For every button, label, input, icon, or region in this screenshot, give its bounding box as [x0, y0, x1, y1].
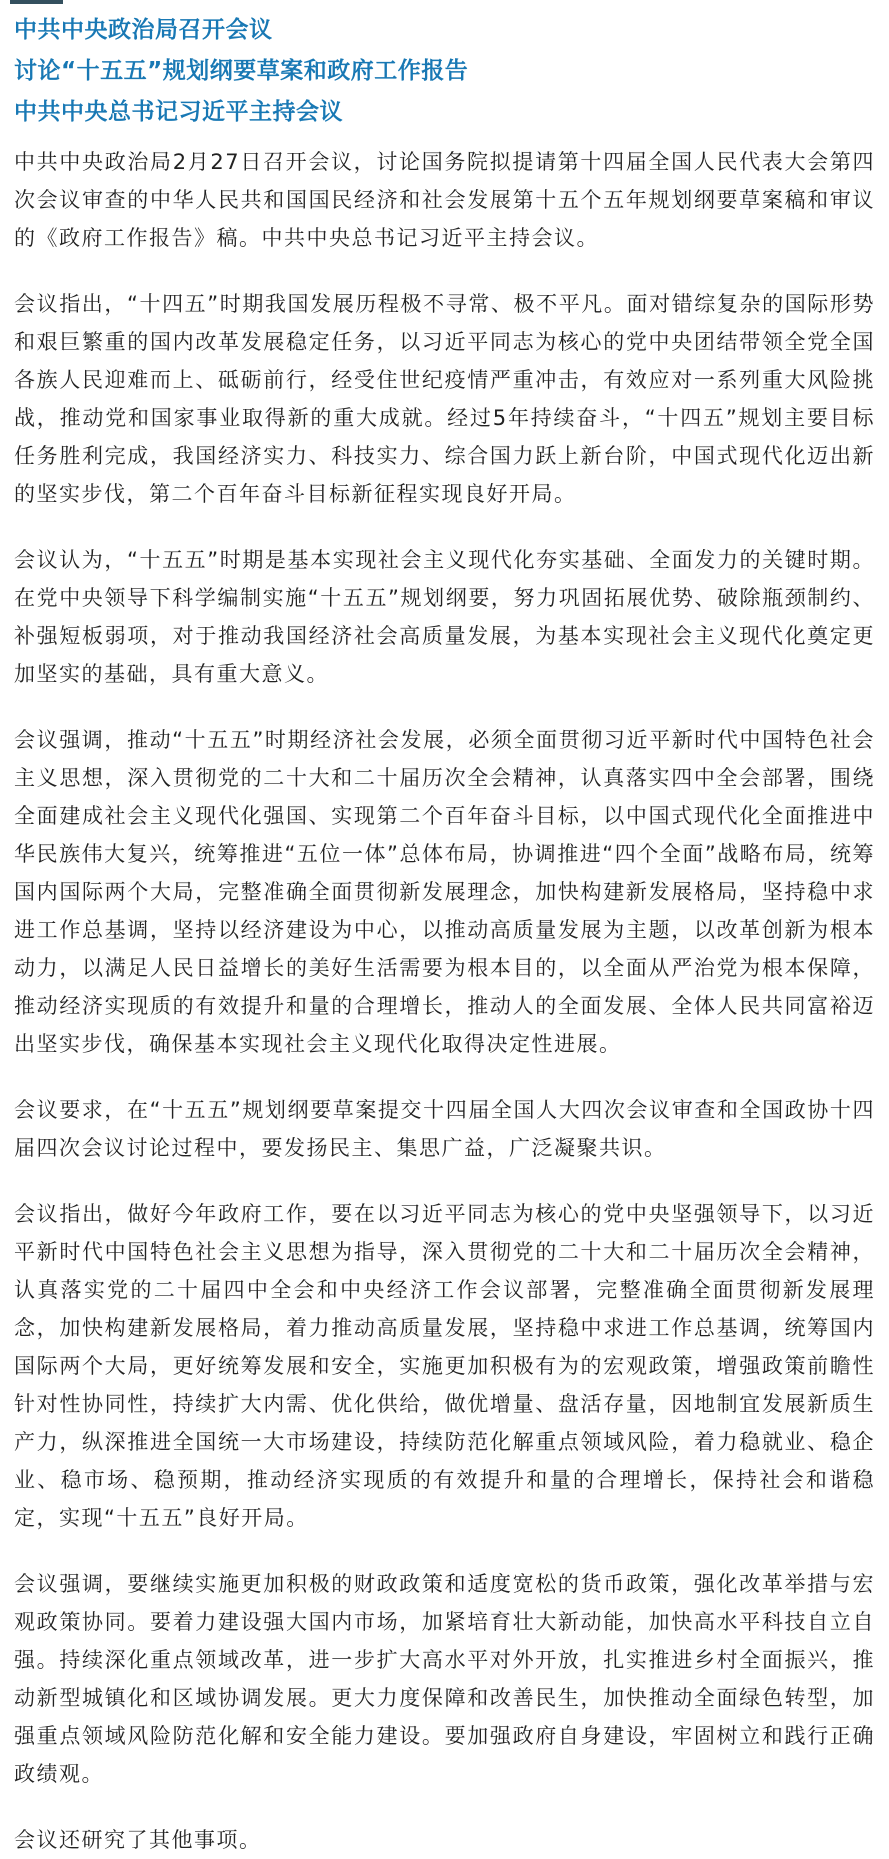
- article-paragraph: 会议强调，推动“十五五”时期经济社会发展，必须全面贯彻习近平新时代中国特色社会主义思想，深入贯彻党的二十大和二十届历次全会精神，认真落实四中全会部署，围绕全面建成社会主义现代化强国、实现第二个百年奋斗目标，以中国式现代化全面推进中华民族伟大复兴，统筹推进“五位一体”总体布局，协调推进“四个全面”战略布局，统筹国内国际两个大局，完整准确全面贯彻新发展理念，加快构建新发展格局，坚持稳中求进工作总基调，坚持以经济建设为中心，以推动高质量发展为主题，以改革创新为根本动力，以满足人民日益增长的美好生活需要为根本目的，以全面从严治党为根本保障，推动经济实现质的有效提升和量的合理增长，推动人的全面发展、全体人民共同富裕迈出坚实步伐，确保基本实现社会主义现代化取得决定性进展。: [14, 728, 875, 1056]
- article-body: [14, 143, 875, 1859]
- article-paragraph: 会议指出，做好今年政府工作，要在以习近平同志为核心的党中央坚强领导下，以习近平新时代中国特色社会主义思想为指导，深入贯彻党的二十大和二十届历次全会精神，认真落实党的二十届四中全会和中央经济工作会议部署，完整准确全面贯彻新发展理念，加快构建新发展格局，着力推动高质量发展，坚持稳中求进工作总基调，统筹国内国际两个大局，更好统筹发展和安全，实施更加积极有为的宏观政策，增强政策前瞻性针对性协同性，持续扩大内需、优化供给，做优增量、盘活存量，因地制宜发展新质生产力，纵深推进全国统一大市场建设，持续防范化解重点领域风险，着力稳就业、稳企业、稳市场、稳预期，推动经济实现质的有效提升和量的合理增长，保持社会和谐稳定，实现“十五五”良好开局。: [14, 1202, 875, 1530]
- title-line-1: 中共中央政治局召开会议: [14, 17, 273, 43]
- title-line-2: 讨论“十五五”规划纲要草案和政府工作报告: [14, 58, 469, 84]
- clipped-top-element: [10, 0, 63, 4]
- article-paragraph: 会议指出，“十四五”时期我国发展历程极不寻常、极不平凡。面对错综复杂的国际形势和艰巨繁重的国内改革发展稳定任务，以习近平同志为核心的党中央团结带领全党全国各族人民迎难而上、砥砺前行，经受住世纪疫情严重冲击，有效应对一系列重大风险挑战，推动党和国家事业取得新的重大成就。经过5年持续奋斗，“十四五”规划主要目标任务胜利完成，我国经济实力、科技实力、综合国力跃上新台阶，中国式现代化迈出新的坚实步伐，第二个百年奋斗目标新征程实现良好开局。: [14, 292, 875, 506]
- title-line-3: 中共中央总书记习近平主持会议: [14, 99, 343, 125]
- article-paragraph: 会议强调，要继续实施更加积极的财政政策和适度宽松的货币政策，强化改革举措与宏观政策协同。要着力建设强大国内市场，加紧培育壮大新动能，加快高水平科技自立自强。持续深化重点领域改革，进一步扩大高水平对外开放，扎实推进乡村全面振兴，推动新型城镇化和区域协调发展。更大力度保障和改善民生，加快推动全面绿色转型，加强重点领域风险防范化解和安全能力建设。要加强政府自身建设，牢固树立和践行正确政绩观。: [14, 1572, 875, 1786]
- article-paragraph: 中共中央政治局2月27日召开会议，讨论国务院拟提请第十四届全国人民代表大会第四次会议审查的中华人民共和国国民经济和社会发展第十五个五年规划纲要草案稿和审议的《政府工作报告》稿。中共中央总书记习近平主持会议。: [14, 150, 875, 250]
- article-paragraph: 会议还研究了其他事项。: [14, 1828, 262, 1852]
- article-paragraph: 会议认为，“十五五”时期是基本实现社会主义现代化夯实基础、全面发力的关键时期。在党中央领导下科学编制实施“十五五”规划纲要，努力巩固拓展优势、破除瓶颈制约、补强短板弱项，对于推动我国经济社会高质量发展，为基本实现社会主义现代化奠定更加坚实的基础，具有重大意义。: [14, 548, 875, 686]
- article-title: [14, 10, 875, 133]
- article-paragraph: 会议要求，在“十五五”规划纲要草案提交十四届全国人大四次会议审查和全国政协十四届四次会议讨论过程中，要发扬民主、集思广益，广泛凝聚共识。: [14, 1098, 875, 1160]
